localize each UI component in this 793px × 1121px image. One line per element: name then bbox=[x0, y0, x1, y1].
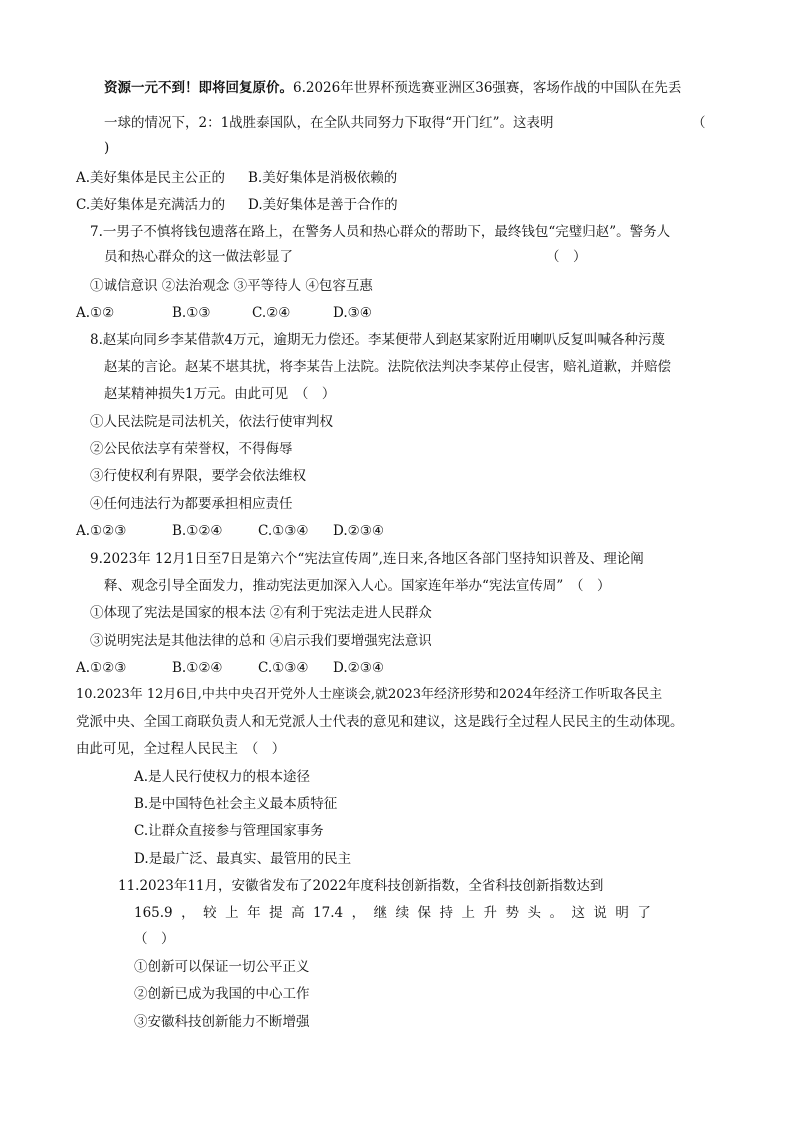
question-9-option-a: A.①②③ bbox=[76, 660, 127, 676]
question-8-option-c: C.①③④ bbox=[258, 523, 309, 539]
question-8-item-3: ③行使权利有界限，要学会依法维权 bbox=[90, 468, 306, 484]
question-10-line-1: 10.2023年 12月6日,中共中央召开党外人士座谈会,就2023年经济形势和2024年经济工作听取各民主 bbox=[76, 687, 663, 702]
question-11-line-2-segment: 这 bbox=[571, 905, 585, 921]
question-8-option-b: B.①②④ bbox=[172, 523, 223, 539]
question-10-option-c: C.让群众直接参与管理国家事务 bbox=[134, 823, 324, 839]
question-9-line-1: 9.2023年 12月1日至7日是第六个“宪法宣传周”,连日来,各地区各部门坚持知识普及、理论阐 bbox=[90, 551, 644, 567]
question-6-option-a: A.美好集体是民主公正的 bbox=[76, 170, 226, 186]
question-8-item-1: ①人民法院是司法机关，依法行使审判权 bbox=[90, 414, 333, 430]
question-11-item-2: ②创新已成为我国的中心工作 bbox=[134, 986, 310, 1002]
question-8-option-d: D.②③④ bbox=[333, 523, 384, 539]
question-7-line-2: 员和热心群众的这一做法彰显了 bbox=[104, 249, 293, 265]
question-9-items-2: ③说明宪法是其他法律的总和 ④启示我们要增强宪法意识 bbox=[90, 633, 432, 649]
question-11-line-2-segment: 持 bbox=[439, 905, 454, 921]
question-11-line-2-segment: 明 bbox=[615, 905, 629, 921]
question-9-option-d: D.②③④ bbox=[333, 660, 384, 676]
question-11-paren: （ ） bbox=[134, 931, 175, 947]
question-11-item-3: ③安徽科技创新能力不断增强 bbox=[134, 1014, 310, 1030]
question-11-line-2-segment: 续 bbox=[395, 905, 410, 921]
question-6-paren-open: （ bbox=[692, 115, 706, 131]
question-11-line-2-segment: 年 bbox=[247, 905, 261, 921]
question-11-line-2-segment: ， bbox=[181, 905, 195, 921]
question-8-line-3: 赵某精神损失1万元。由此可见 （ ） bbox=[104, 386, 336, 402]
question-11-line-2-segment: 了 bbox=[637, 905, 651, 921]
question-7-option-b: B.①③ bbox=[172, 305, 211, 321]
promo-banner-text: 资源一元不到！即将回复原价。 bbox=[104, 80, 293, 96]
question-11-line-2-segment: 17.4 bbox=[313, 905, 344, 921]
question-10-option-d: D.是最广泛、最真实、最管用的民主 bbox=[134, 851, 352, 867]
question-10-option-a: A.是人民行使权力的根本途径 bbox=[134, 769, 311, 785]
question-6-line-1 bbox=[104, 78, 681, 98]
question-7-items: ①诚信意识 ②法治观念 ③平等待人 ④包容互惠 bbox=[90, 278, 373, 294]
question-11-line-2-segment: 高 bbox=[291, 905, 305, 921]
question-11-line-2-segment: 升 bbox=[483, 905, 497, 921]
question-11-line-2-segment: 。 bbox=[549, 905, 563, 921]
question-6-stem-start: 6.2026年世界杯预选赛亚洲区36强赛，客场作战的中国队在先丢 bbox=[293, 80, 682, 96]
question-11-line-2-segment: 上 bbox=[225, 905, 239, 921]
question-11-line-2 bbox=[134, 903, 651, 923]
question-11-line-2-segment: 上 bbox=[461, 905, 476, 921]
question-10-option-b: B.是中国特色社会主义最本质特征 bbox=[134, 796, 338, 812]
question-7-line-1: 7.一男子不慎将钱包遗落在路上，在警务人员和热心群众的帮助下，最终钱包“完璧归赵”。警务人 bbox=[90, 224, 671, 240]
question-11-line-2-segment: ， bbox=[351, 905, 366, 921]
question-7-option-c: C.②④ bbox=[252, 305, 291, 321]
question-6-option-c: C.美好集体是充满活力的 bbox=[76, 197, 226, 213]
question-11-line-2-segment: 提 bbox=[269, 905, 283, 921]
question-11-line-2-segment: 势 bbox=[505, 905, 519, 921]
question-10-line-3: 由此可见，全过程人民民主 （ ） bbox=[76, 741, 286, 757]
question-11-line-2-segment: 继 bbox=[373, 905, 388, 921]
question-9-line-2: 释、观念引导全面发力，推动宪法更加深入人心。国家连年举办“宪法宣传周” （ ） bbox=[104, 578, 611, 594]
question-10-line-2: 党派中央、全国工商联负责人和无党派人士代表的意见和建议，这是践行全过程人民民主的生动体现。 bbox=[76, 714, 684, 730]
question-8-item-2: ②公民依法享有荣誉权，不得侮辱 bbox=[90, 441, 293, 457]
question-9-option-b: B.①②④ bbox=[172, 660, 223, 676]
question-7-option-a: A.①② bbox=[76, 305, 115, 321]
question-6-option-d: D.美好集体是善于合作的 bbox=[248, 197, 398, 213]
question-11-line-1: 11.2023年11月，安徽省发布了2022年度科技创新指数，全省科技创新指数达到 bbox=[118, 878, 604, 894]
question-11-line-2-segment: 较 bbox=[203, 905, 217, 921]
question-9-option-c: C.①③④ bbox=[258, 660, 309, 676]
question-8-line-1: 8.赵某向同乡李某借款4万元，逾期无力偿还。李某便带人到赵某家附近用喇叭反复叫喊各种污蔑 bbox=[90, 332, 665, 348]
question-6-line-2: 一球的情况下，2：1战胜泰国队，在全队共同努力下取得“开门红”。这表明 bbox=[104, 115, 554, 131]
question-6-option-b: B.美好集体是消极依赖的 bbox=[248, 170, 398, 186]
question-11-line-2-segment: 保 bbox=[417, 905, 432, 921]
question-9-items-1: ①体现了宪法是国家的根本法 ②有利于宪法走进人民群众 bbox=[90, 605, 432, 621]
question-6-paren-close: ) bbox=[104, 140, 110, 156]
question-11-line-2-segment: 165.9 bbox=[134, 905, 173, 921]
question-8-line-2: 赵某的言论。赵某不堪其扰，将李某告上法院。法院依法判决李某停止侵害，赔礼道歉，并赔偿 bbox=[104, 359, 671, 375]
question-8-option-a: A.①②③ bbox=[76, 523, 127, 539]
question-7-paren: （ ） bbox=[546, 249, 587, 265]
question-8-item-4: ④任何违法行为都要承担相应责任 bbox=[90, 496, 293, 512]
question-7-option-d: D.③④ bbox=[333, 305, 372, 321]
question-11-item-1: ①创新可以保证一切公平正义 bbox=[134, 959, 310, 975]
question-11-line-2-segment: 头 bbox=[527, 905, 541, 921]
question-11-line-2-segment: 说 bbox=[593, 905, 607, 921]
